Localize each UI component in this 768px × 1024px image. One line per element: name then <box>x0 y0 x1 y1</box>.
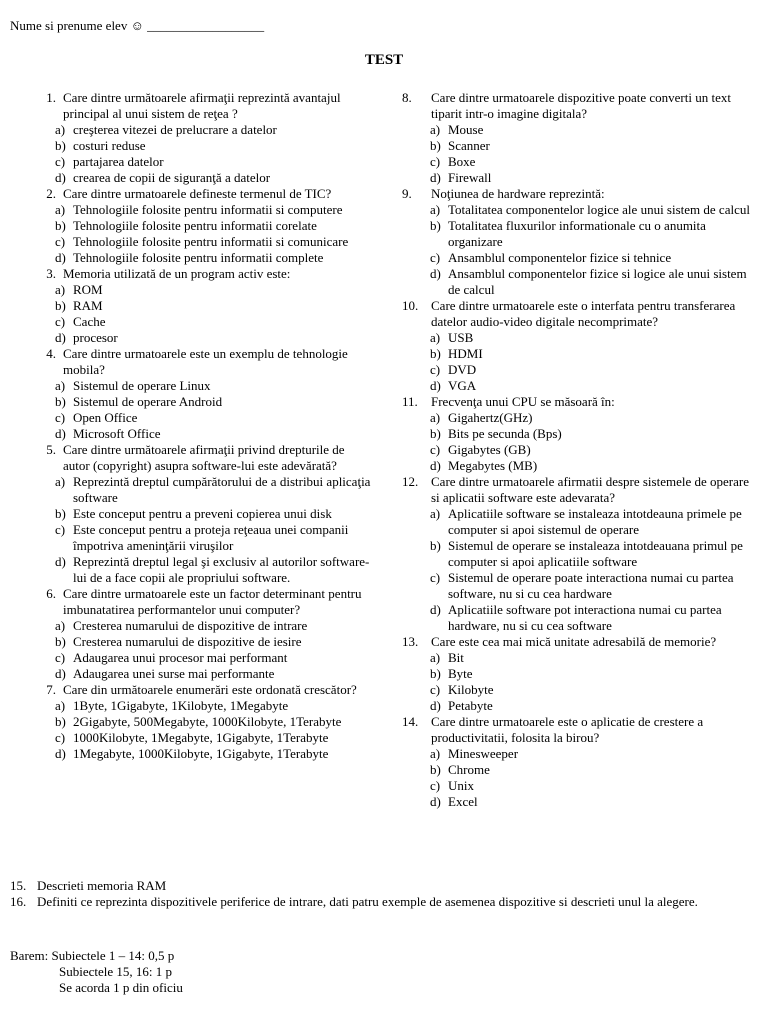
option-text: Tehnologiile folosite pentru informatii si computere <box>73 202 343 217</box>
option-text: Gigabytes (GB) <box>448 442 531 457</box>
answer-option <box>20 154 372 170</box>
option-text: Adaugarea unei surse mai performante <box>73 666 275 681</box>
option-label: a) <box>55 202 66 217</box>
option-text: Ansamblul componentelor fizice si logice ale unui sistem de calcul <box>448 266 747 297</box>
answer-options <box>20 698 372 762</box>
answer-options <box>20 474 372 586</box>
question <box>20 186 372 266</box>
answer-option <box>402 666 752 682</box>
option-text: Tehnologiile folosite pentru informatii si comunicare <box>73 234 349 249</box>
option-text: Aplicatiile software se instaleaza intotdeauna primele pe computer si apoi sistemul de operare <box>448 506 742 537</box>
question-number: 11. <box>402 394 418 409</box>
option-text: Bits pe secunda (Bps) <box>448 426 562 441</box>
option-label: d) <box>430 794 441 809</box>
question-number: 9. <box>402 186 412 201</box>
question-text: Noţiunea de hardware reprezintă: <box>431 186 605 201</box>
answer-options <box>402 746 752 810</box>
question-number: 15. <box>10 878 27 893</box>
option-text: Cresterea numarului de dispozitive de iesire <box>73 634 302 649</box>
question-text: Care dintre urmatoarele defineste termenul de TIC? <box>63 186 332 201</box>
question-number: 5. <box>46 442 56 457</box>
option-label: a) <box>430 410 441 425</box>
option-label: c) <box>430 362 441 377</box>
option-label: d) <box>55 330 66 345</box>
question-number: 14. <box>402 714 419 729</box>
answer-option <box>20 714 372 730</box>
question-number: 10. <box>402 298 419 313</box>
option-label: c) <box>55 650 66 665</box>
grading-scheme <box>10 948 183 996</box>
option-text: procesor <box>73 330 118 345</box>
option-text: crearea de copii de siguranţă a datelor <box>73 170 271 185</box>
question-text: Care dintre urmatoarele este o aplicatie de crestere a productivitatii, folosita la birou? <box>431 714 704 745</box>
answer-option <box>20 474 372 506</box>
option-text: Este conceput pentru a proteja reţeaua unei companii împotriva ameninţării viruşilor <box>73 522 349 553</box>
question-number: 7. <box>46 682 56 697</box>
answer-option <box>20 650 372 666</box>
option-label: c) <box>55 730 66 745</box>
question <box>20 266 372 346</box>
option-text: Aplicatiile software pot interactiona numai cu partea hardware, nu si cu cea software <box>448 602 722 633</box>
option-text: Kilobyte <box>448 682 494 697</box>
answer-option <box>402 426 752 442</box>
answer-option <box>20 234 372 250</box>
option-text: Reprezintă dreptul cumpărătorului de a distribui aplicaţia software <box>73 474 371 505</box>
option-label: a) <box>430 330 441 345</box>
option-label: a) <box>430 506 441 521</box>
answer-options <box>20 378 372 442</box>
answer-options <box>20 122 372 186</box>
answer-option <box>20 410 372 426</box>
option-label: b) <box>430 538 441 553</box>
option-text: Open Office <box>73 410 138 425</box>
option-label: d) <box>55 746 66 761</box>
question-number: 12. <box>402 474 419 489</box>
question <box>20 346 372 442</box>
question-text: Frecvenţa unui CPU se măsoară în: <box>431 394 615 409</box>
question <box>402 298 752 394</box>
option-label: c) <box>430 442 441 457</box>
option-text: Microsoft Office <box>73 426 161 441</box>
answer-option <box>402 602 752 634</box>
option-text: Byte <box>448 666 473 681</box>
option-text: Gigahertz(GHz) <box>448 410 533 425</box>
option-text: Adaugarea unui procesor mai performant <box>73 650 288 665</box>
answer-option <box>20 698 372 714</box>
answer-option <box>20 426 372 442</box>
question <box>20 90 372 186</box>
answer-option <box>402 362 752 378</box>
option-label: b) <box>430 762 441 777</box>
option-label: b) <box>55 218 66 233</box>
answer-option <box>402 762 752 778</box>
option-label: a) <box>430 746 441 761</box>
option-label: a) <box>55 698 66 713</box>
option-label: b) <box>55 394 66 409</box>
option-text: Sistemul de operare poate interactiona numai cu partea software, nu si cu cea hardware <box>448 570 734 601</box>
option-label: c) <box>430 778 441 793</box>
answer-options <box>402 506 752 634</box>
question-text: Care din următoarele enumerări este ordonată crescător? <box>63 682 357 697</box>
option-text: DVD <box>448 362 477 377</box>
option-label: a) <box>55 122 66 137</box>
open-questions <box>10 878 750 910</box>
option-label: b) <box>55 506 66 521</box>
option-text: Minesweeper <box>448 746 519 761</box>
answer-option <box>20 394 372 410</box>
question-number: 3. <box>46 266 56 281</box>
answer-option <box>402 154 752 170</box>
option-label: b) <box>430 138 441 153</box>
answer-option <box>402 794 752 810</box>
student-name-line: Nume si prenume elev ☺ __________________ <box>10 18 265 33</box>
option-label: c) <box>55 154 66 169</box>
option-label: d) <box>430 266 441 281</box>
option-label: d) <box>430 698 441 713</box>
option-text: Tehnologiile folosite pentru informatii corelate <box>73 218 317 233</box>
open-question <box>10 878 750 894</box>
option-text: Megabytes (MB) <box>448 458 538 473</box>
answer-option <box>20 314 372 330</box>
option-label: c) <box>55 314 66 329</box>
option-text: Petabyte <box>448 698 493 713</box>
answer-option <box>20 666 372 682</box>
option-text: Sistemul de operare Linux <box>73 378 211 393</box>
answer-options <box>402 650 752 714</box>
option-label: d) <box>430 170 441 185</box>
answer-option <box>20 554 372 586</box>
question-text: Definiti ce reprezinta dispozitivele periferice de intrare, dati patru exemple de asemenea dispozitive si descrieti unul la alegere. <box>37 894 698 909</box>
option-text: Tehnologiile folosite pentru informatii complete <box>73 250 324 265</box>
option-label: d) <box>430 378 441 393</box>
answer-option <box>20 746 372 762</box>
option-text: Ansamblul componentelor fizice si tehnice <box>448 250 672 265</box>
answer-option <box>402 346 752 362</box>
answer-option <box>402 122 752 138</box>
answer-option <box>402 410 752 426</box>
option-text: RAM <box>73 298 103 313</box>
option-text: Scanner <box>448 138 490 153</box>
option-text: ROM <box>73 282 103 297</box>
right-question-column <box>402 90 752 810</box>
question-text: Care dintre următoarele afirmaţii privind drepturile de autor (copyright) asupra software-lui este adevărată? <box>63 442 345 473</box>
option-label: d) <box>55 554 66 569</box>
option-text: Sistemul de operare Android <box>73 394 223 409</box>
answer-option <box>20 618 372 634</box>
page-title: TEST <box>364 52 404 68</box>
option-text: Unix <box>448 778 474 793</box>
option-label: b) <box>430 666 441 681</box>
option-label: b) <box>55 138 66 153</box>
option-text: 1Megabyte, 1000Kilobyte, 1Gigabyte, 1Terabyte <box>73 746 329 761</box>
question <box>402 90 752 186</box>
option-label: a) <box>430 122 441 137</box>
question-text: Care dintre următoarele afirmaţii reprezintă avantajul principal al unui sistem de reţea ? <box>63 90 341 121</box>
answer-option <box>20 170 372 186</box>
answer-option <box>402 682 752 698</box>
option-label: c) <box>430 682 441 697</box>
barem-line: Subiectele 1 – 14: 0,5 p <box>51 948 175 963</box>
answer-option <box>20 250 372 266</box>
answer-option <box>20 330 372 346</box>
barem-line: Se acorda 1 p din oficiu <box>59 980 183 995</box>
answer-option <box>402 442 752 458</box>
option-label: d) <box>55 250 66 265</box>
answer-options <box>402 202 752 298</box>
option-label: d) <box>430 458 441 473</box>
answer-option <box>20 282 372 298</box>
answer-option <box>402 778 752 794</box>
question <box>20 586 372 682</box>
option-text: Totalitatea componentelor logice ale unui sistem de calcul <box>448 202 750 217</box>
question <box>402 394 752 474</box>
question <box>402 634 752 714</box>
question-text: Care dintre urmatoarele este o interfata pentru transferarea datelor audio-video digitale necomprimate? <box>431 298 736 329</box>
answer-option <box>402 218 752 250</box>
option-text: creşterea vitezei de prelucrare a datelor <box>73 122 277 137</box>
option-label: a) <box>55 618 66 633</box>
option-label: c) <box>55 522 66 537</box>
option-label: d) <box>55 170 66 185</box>
answer-option <box>402 266 752 298</box>
option-label: b) <box>430 218 441 233</box>
answer-option <box>402 506 752 538</box>
answer-option <box>402 538 752 570</box>
question-text: Care dintre urmatoarele afirmatii despre sistemele de operare si aplicatii software este adevarata? <box>431 474 749 505</box>
answer-option <box>402 378 752 394</box>
question-text: Care este cea mai mică unitate adresabilă de memorie? <box>431 634 717 649</box>
answer-option <box>402 330 752 346</box>
answer-option <box>402 698 752 714</box>
answer-option <box>20 298 372 314</box>
option-label: a) <box>430 202 441 217</box>
answer-option <box>20 506 372 522</box>
question-text: Memoria utilizată de un program activ este: <box>63 266 291 281</box>
question-number: 1. <box>46 90 56 105</box>
option-label: b) <box>55 634 66 649</box>
answer-option <box>20 378 372 394</box>
option-text: partajarea datelor <box>73 154 164 169</box>
question <box>20 682 372 762</box>
question <box>20 442 372 586</box>
answer-option <box>402 202 752 218</box>
option-label: d) <box>430 602 441 617</box>
option-text: VGA <box>448 378 477 393</box>
answer-options <box>402 330 752 394</box>
answer-option <box>20 218 372 234</box>
answer-option <box>20 122 372 138</box>
answer-options <box>402 122 752 186</box>
option-text: Cache <box>73 314 106 329</box>
question <box>402 474 752 634</box>
option-text: Bit <box>448 650 464 665</box>
option-label: a) <box>430 650 441 665</box>
option-label: b) <box>430 426 441 441</box>
answer-options <box>20 202 372 266</box>
option-text: 1Byte, 1Gigabyte, 1Kilobyte, 1Megabyte <box>73 698 289 713</box>
answer-option <box>402 570 752 602</box>
left-question-column <box>20 90 372 762</box>
answer-option <box>20 202 372 218</box>
question-text: Care dintre urmatoarele este un factor determinant pentru imbunatatirea performantelor unui computer? <box>63 586 362 617</box>
answer-options <box>20 282 372 346</box>
option-text: Totalitatea fluxurilor informationale cu o anumita organizare <box>448 218 706 249</box>
option-text: costuri reduse <box>73 138 146 153</box>
option-label: c) <box>430 570 441 585</box>
option-text: 2Gigabyte, 500Megabyte, 1000Kilobyte, 1Terabyte <box>73 714 342 729</box>
option-label: a) <box>55 282 66 297</box>
question-number: 4. <box>46 346 56 361</box>
question-number: 8. <box>402 90 412 105</box>
option-label: d) <box>55 426 66 441</box>
answer-option <box>20 522 372 554</box>
option-text: Reprezintă dreptul legal şi exclusiv al autorilor software-lui de a face copii ale propriului software. <box>73 554 370 585</box>
question-text: Care dintre urmatoarele este un exemplu de tehnologie mobila? <box>63 346 348 377</box>
answer-option <box>402 458 752 474</box>
answer-option <box>402 250 752 266</box>
answer-option <box>20 634 372 650</box>
option-text: Sistemul de operare se instaleaza intotdeauana primul pe computer si apoi aplicatiile software <box>448 538 743 569</box>
answer-option <box>402 138 752 154</box>
option-text: Cresterea numarului de dispozitive de intrare <box>73 618 308 633</box>
option-label: b) <box>430 346 441 361</box>
question-number: 2. <box>46 186 56 201</box>
option-text: Excel <box>448 794 478 809</box>
option-label: c) <box>55 234 66 249</box>
option-label: b) <box>55 714 66 729</box>
question <box>402 186 752 298</box>
question-number: 13. <box>402 634 419 649</box>
option-label: c) <box>430 154 441 169</box>
barem-line: Subiectele 15, 16: 1 p <box>59 964 173 979</box>
option-text: Chrome <box>448 762 490 777</box>
option-text: USB <box>448 330 474 345</box>
option-text: Este conceput pentru a preveni copierea unui disk <box>73 506 332 521</box>
answer-option <box>20 138 372 154</box>
option-text: 1000Kilobyte, 1Megabyte, 1Gigabyte, 1Terabyte <box>73 730 329 745</box>
answer-options <box>402 410 752 474</box>
option-label: b) <box>55 298 66 313</box>
question <box>402 714 752 810</box>
option-label: a) <box>55 378 66 393</box>
option-text: Mouse <box>448 122 484 137</box>
question-text: Care dintre urmatoarele dispozitive poate converti un text tiparit intr-o imagine digitala? <box>431 90 731 121</box>
option-label: c) <box>430 250 441 265</box>
option-label: c) <box>55 410 66 425</box>
answer-options <box>20 618 372 682</box>
open-question <box>10 894 750 910</box>
barem-label: Barem: <box>10 948 49 963</box>
option-label: a) <box>55 474 66 489</box>
option-text: Firewall <box>448 170 492 185</box>
question-number: 16. <box>10 894 27 909</box>
answer-option <box>402 746 752 762</box>
option-text: Boxe <box>448 154 476 169</box>
answer-option <box>20 730 372 746</box>
question-text: Descrieti memoria RAM <box>37 878 167 893</box>
question-number: 6. <box>46 586 56 601</box>
option-label: d) <box>55 666 66 681</box>
answer-option <box>402 650 752 666</box>
option-text: HDMI <box>448 346 483 361</box>
answer-option <box>402 170 752 186</box>
